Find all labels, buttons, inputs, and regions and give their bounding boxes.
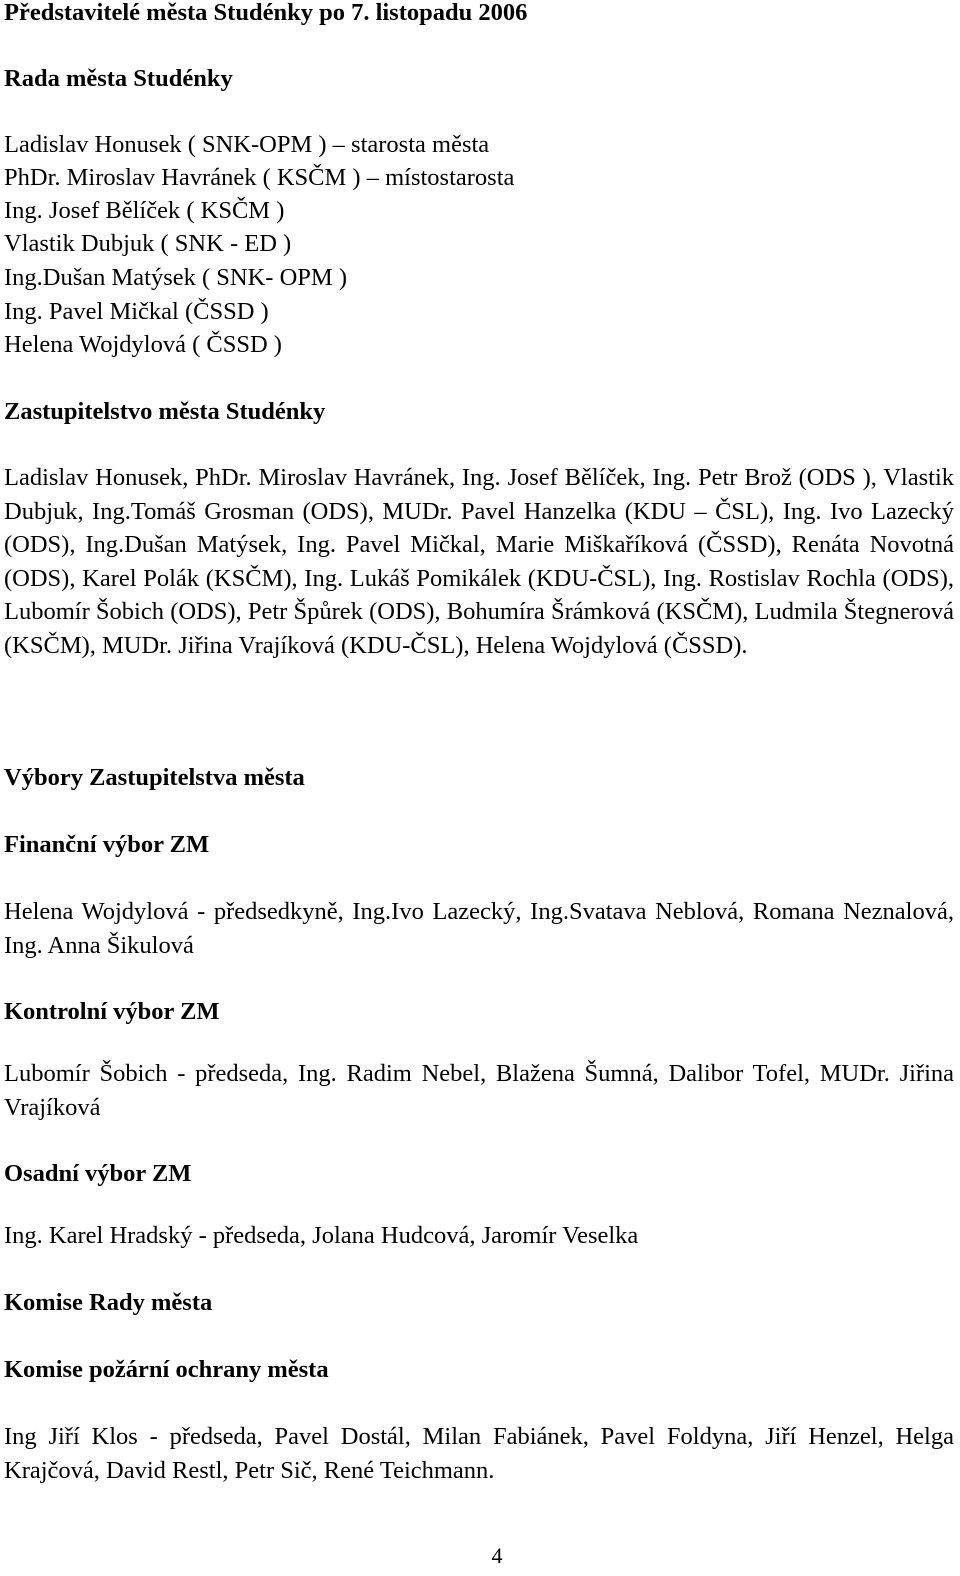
control-committee-heading: Kontrolní výbor ZM [4, 998, 220, 1025]
finance-committee-heading: Finanční výbor ZM [4, 831, 210, 858]
fire-commission-heading: Komise požární ochrany města [4, 1356, 329, 1383]
fire-commission-members: Ing Jiří Klos - předseda, Pavel Dostál, Milan Fabiánek, Pavel Foldyna, Jiří Henzel, Helga Krajčová, David Restl, Petr Sič, René Teichmann. [4, 1423, 954, 1484]
settlement-committee-members: Ing. Karel Hradský - předseda, Jolana Hudcová, Jaromír Veselka [4, 1222, 639, 1249]
assembly-members-paragraph: Ladislav Honusek, PhDr. Miroslav Havránek, Ing. Josef Bělíček, Ing. Petr Brož (ODS ), Vlastik Dubjuk, Ing.Tomáš Grosman (ODS), MUDr. Pavel Hanzelka (KDU – ČSL), Ing. Ivo Lazecký (ODS), Ing.Dušan Matýsek, Ing. Pavel Mičkal, Marie Miškaříková (ČSSD), Renáta Novotná (ODS), Karel Polák (KSČM), Ing. Lukáš Pomikálek (KDU-ČSL), Ing. Rostislav Rochla (ODS), Lubomír Šobich (ODS), Petr Špůrek (ODS), Bohumíra Šrámková (KSČM), Ludmila Štegnerová (KSČM), MUDr. Jiřina Vrajíková (KDU-ČSL), Helena Wojdylová (ČSSD). [4, 464, 954, 659]
council-heading: Rada města Studénky [4, 65, 233, 92]
council-member: Ladislav Honusek ( SNK-OPM ) – starosta města [4, 131, 490, 158]
document-title: Představitelé města Studénky po 7. listopadu 2006 [4, 0, 528, 26]
committees-heading: Výbory Zastupitelstva města [4, 764, 305, 791]
settlement-committee-heading: Osadní výbor ZM [4, 1160, 192, 1187]
council-member: Ing. Josef Bělíček ( KSČM ) [4, 197, 285, 224]
council-member: Helena Wojdylová ( ČSSD ) [4, 331, 282, 358]
council-member: Ing. Pavel Mičkal (ČSSD ) [4, 298, 269, 325]
council-member: PhDr. Miroslav Havránek ( KSČM ) – místostarosta [4, 164, 515, 191]
council-member: Ing.Dušan Matýsek ( SNK- OPM ) [4, 264, 347, 291]
page-number: 4 [491, 1543, 503, 1568]
control-committee-members: Lubomír Šobich - předseda, Ing. Radim Nebel, Blažena Šumná, Dalibor Tofel, MUDr. Jiřina Vrajíková [4, 1060, 954, 1121]
commissions-heading: Komise Rady města [4, 1289, 213, 1316]
assembly-heading: Zastupitelstvo města Studénky [4, 398, 326, 425]
council-member: Vlastik Dubjuk ( SNK - ED ) [4, 230, 292, 257]
finance-committee-members: Helena Wojdylová - předsedkyně, Ing.Ivo Lazecký, Ing.Svatava Neblová, Romana Neznalová, Ing. Anna Šikulová [4, 898, 954, 959]
